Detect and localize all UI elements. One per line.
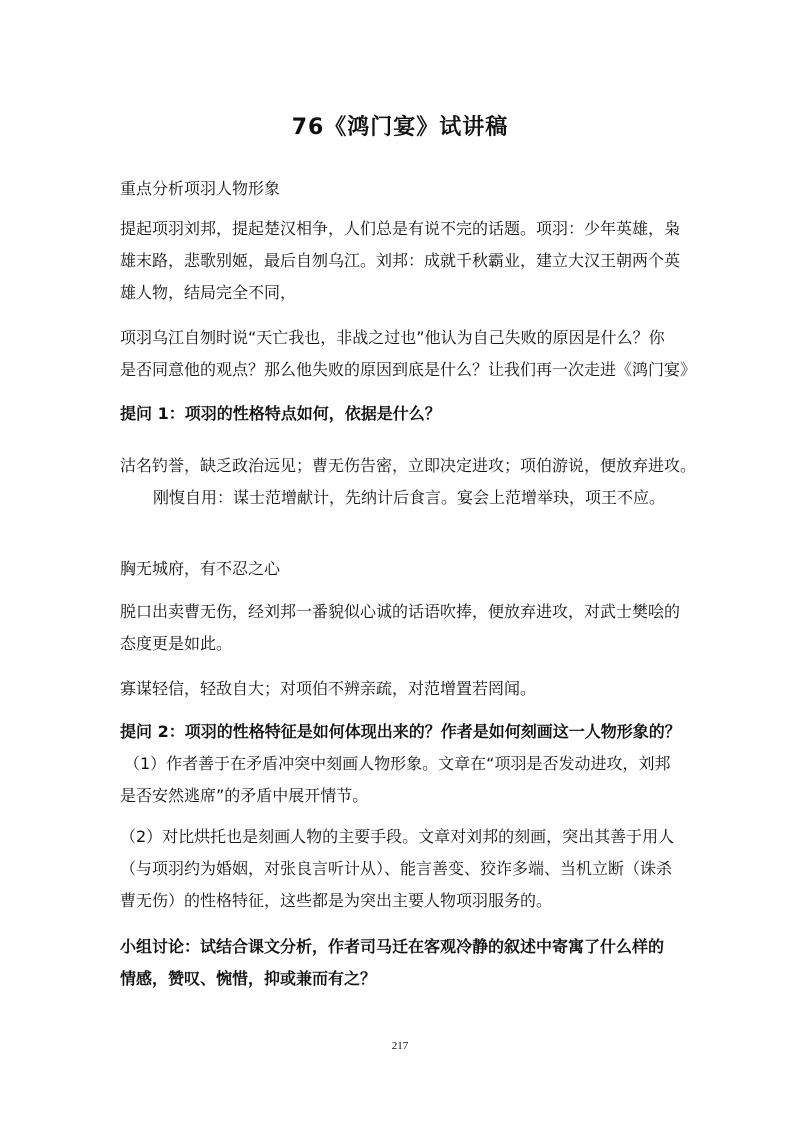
text-line: 寡谋轻信，轻敌自大；对项伯不辨亲疏，对范增置若罔闻。 <box>120 679 537 698</box>
paragraph-traits-2 <box>120 553 700 585</box>
text-line: 情感，赞叹、惋惜，抑或兼而有之？ <box>120 969 377 988</box>
text-line: 沽名钓誉，缺乏政治远见；曹无伤告密，立即决定进攻；项伯游说，便放弃进攻。 <box>120 456 697 475</box>
text-line: 提问 2：项羽的性格特征是如何体现出来的？作者是如何刻画这一人物形象的？ <box>120 722 681 741</box>
text-line: （1）作者善于在矛盾冲突中刻画人物形象。文章在“项羽是否发动进攻，刘邦 <box>124 754 671 773</box>
text-line: 是否安然逃席”的矛盾中展开情节。 <box>120 786 369 805</box>
paragraph-question-intro <box>120 322 700 386</box>
text-line: 雄人物，结局完全不同， <box>120 283 297 302</box>
section-heading-analysis <box>120 173 700 205</box>
paragraph-intro <box>120 213 700 309</box>
text-line: 小组讨论：试结合课文分析，作者司马迁在客观冷静的叙述中寄寓了什么样的 <box>120 937 665 956</box>
text-line: 提起项羽刘邦，提起楚汉相争，人们总是有说不完的话题。项羽：少年英雄，枭 <box>120 219 681 238</box>
text-line: 是否同意他的观点？那么他失败的原因到底是什么？让我们再一次走进《鸿门宴》 <box>120 360 697 379</box>
text-line: 提问 1：项羽的性格特点如何，依据是什么？ <box>120 404 441 423</box>
text-line: （与项羽约为婚姻，对张良言听计从）、能言善变、狡诈多端、当机立断（诛杀 <box>120 859 673 878</box>
paragraph-answer-2 <box>120 821 700 917</box>
group-discussion <box>120 931 700 995</box>
text-line: 项羽乌江自刎时说“天亡我也，非战之过也”他认为自己失败的原因是什么？你 <box>120 328 665 347</box>
paragraph-traits-3 <box>120 596 700 660</box>
text-line: 雄末路，悲歌别姬，最后自刎乌江。刘邦：成就千秋霸业，建立大汉王朝两个英 <box>120 251 681 270</box>
text-line: （2）对比烘托也是刻画人物的主要手段。文章对刘邦的刻画，突出其善于用人 <box>120 827 675 846</box>
text-line: 重点分析项羽人物形象 <box>120 179 281 198</box>
paragraph-traits-1 <box>120 450 700 514</box>
page-number: 217 <box>391 1040 409 1052</box>
paragraph-answer-1 <box>120 748 700 812</box>
question-2 <box>120 716 700 748</box>
text-line: 胸无城府，有不忍之心 <box>120 559 281 578</box>
text-line: 曹无伤）的性格特征，这些都是为突出主要人物项羽服务的。 <box>120 891 553 910</box>
text-line: 刚愎自用：谋士范增献计，先纳计后食言。宴会上范增举玦，项王不应。 <box>153 488 666 507</box>
question-1 <box>120 398 700 430</box>
text-line: 脱口出卖曹无伤，经刘邦一番貌似心诚的话语吹捧，便放弃进攻，对武士樊哙的 <box>120 602 681 621</box>
page-title: 76《鸿门宴》试讲稿 <box>291 115 509 140</box>
paragraph-traits-4 <box>120 673 700 705</box>
text-line: 态度更是如此。 <box>120 634 233 653</box>
